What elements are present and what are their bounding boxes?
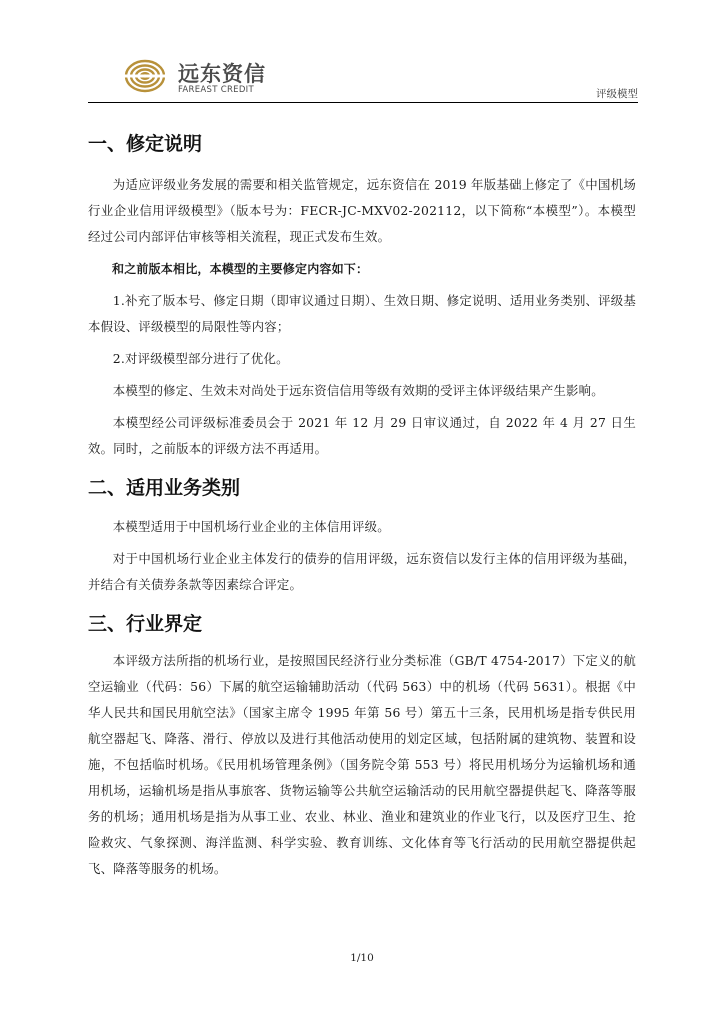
section-title-3: 三、行业界定: [88, 613, 203, 635]
logo-text-cn: 远东资信: [178, 62, 266, 86]
paragraph: 对于中国机场行业企业主体发行的债券的信用评级，远东资信以发行主体的信用评级为基础，并结合有关债券条款等因素综合评定。: [88, 551, 636, 592]
page-header: [88, 52, 638, 102]
paragraph: 本模型适用于中国机场行业企业的主体信用评级。: [112, 519, 390, 534]
header-divider: [88, 102, 638, 103]
page-number: 1/10: [350, 952, 374, 964]
section-title-1: 一、修定说明: [88, 133, 203, 155]
paragraph: 1.补充了版本号、修定日期（即审议通过日期）、生效日期、修定说明、适用业务类别、评级基本假设、评级模型的局限性等内容；: [88, 293, 636, 334]
section-title-2: 二、适用业务类别: [88, 477, 241, 499]
section-2-body: [88, 514, 636, 598]
paragraph: 本模型的修定、生效未对尚处于远东资信信用等级有效期的受评主体评级结果产生影响。: [112, 383, 604, 398]
header-label: 评级模型: [596, 88, 638, 100]
paragraph-bold: 和之前版本相比，本模型的主要修定内容如下：: [112, 262, 369, 276]
company-logo: [124, 56, 274, 96]
logo-icon: [124, 56, 170, 96]
paragraph: 为适应评级业务发展的需要和相关监管规定，远东资信在 2019 年版基础上修定了《中国机场行业企业信用评级模型》（版本号为：FECR-JC-MXV02-202112，以下简称“本模型”）。本模型经过公司内部评估审核等相关流程，现正式发布生效。: [88, 177, 636, 244]
logo-text-en: FAREAST CREDIT: [178, 85, 254, 95]
section-1-body: [88, 172, 636, 462]
paragraph: 2.对评级模型部分进行了优化。: [112, 351, 289, 366]
paragraph: 本评级方法所指的机场行业，是按照国民经济行业分类标准（GB/T 4754-2017）下定义的航空运输业（代码：56）下属的航空运输辅助活动（代码 563）中的机场（代码 5631）。根据《中华人民共和国民用航空法》（国家主席令 1995 年第 56 号）第五十三条，民用机场是指专供民用航空器起飞、降落、滑行、停放以及进行其他活动使用的划定区域，包括附属的建筑物、装置和设施，不包括临时机场。《民用机场管理条例》（国务院令第 553 号）将民用机场分为运输机场和通用机场，运输机场是指从事旅客、货物运输等公共航空运输活动的民用航空器提供起飞、降落等服务的机场；通用机场是指为从事工业、农业、林业、渔业和建筑业的作业飞行，以及医疗卫生、抢险救灾、气象探测、海洋监测、科学实验、教育训练、文化体育等飞行活动的民用航空器提供起飞、降落等服务的机场。: [88, 653, 636, 876]
section-3-body: [88, 648, 636, 882]
paragraph: 本模型经公司评级标准委员会于 2021 年 12 月 29 日审议通过，自 2022 年 4 月 27 日生效。同时，之前版本的评级方法不再适用。: [88, 415, 636, 456]
